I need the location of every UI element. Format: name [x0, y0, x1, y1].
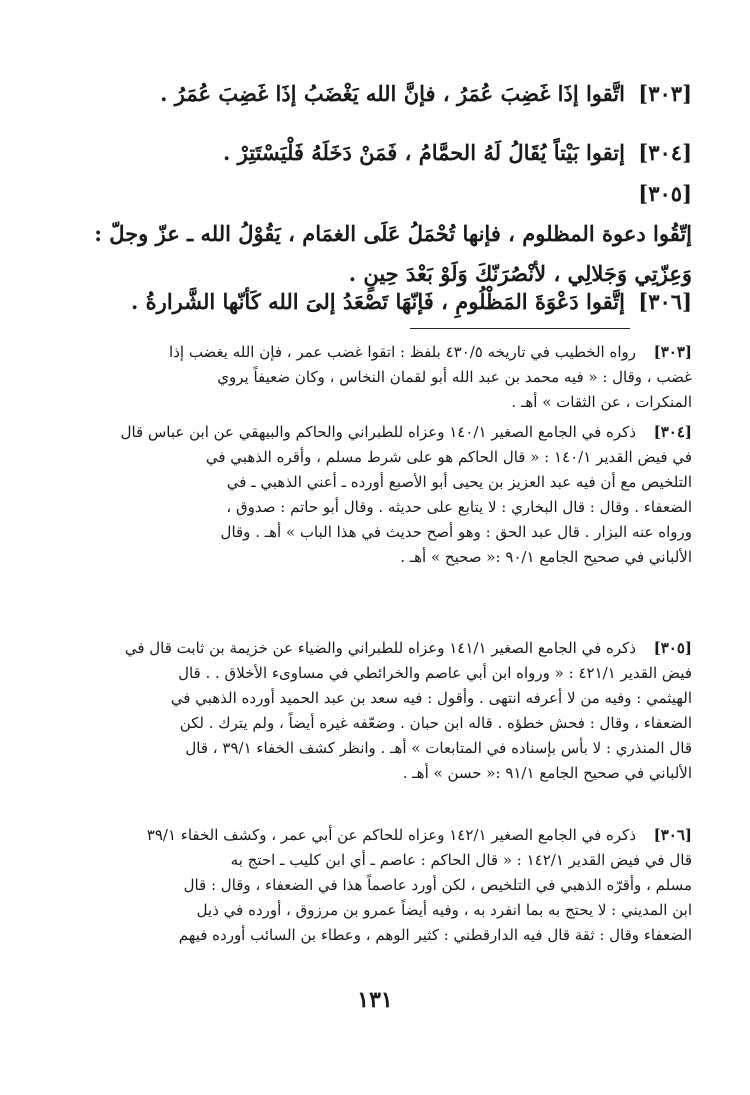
footnote-304: [52, 420, 692, 570]
footnote-line: المنكرات ، عن الثقات » أهـ .: [511, 393, 692, 411]
footnote-line: الألباني في صحيح الجامع ٩١/١ :« حسن » أهـ .: [402, 764, 692, 782]
footnote-separator: [410, 328, 630, 329]
hadith-text: إتَّقوا دَعْوَةَ المَظْلُومِ ، فَإنّهَا تَصْعَدُ إلىَ الله كَأنّها الشَّرارةُ .: [131, 289, 625, 314]
footnote-line: ذكره في الجامع الصغير ١٤٢/١ وعزاه للحاكم عن أبي عمر ، وكشف الخفاء ٣٩/١: [146, 826, 636, 844]
hadith-304: [223, 133, 692, 173]
footnote-number: [٣٠٦]: [653, 826, 692, 844]
hadith-number: [٣٠٣]: [638, 81, 692, 106]
hadith-text: وَعِزّتِي وَجَلالِي ، لأنْصُرَنّكَ وَلَوْ بَعْدَ حِينٍ .: [348, 261, 692, 286]
footnote-line: رواه الخطيب في تاريخه ٤٣٠/٥ بلفظ : اتقوا غضب عمر ، فإن الله يغضب إذا: [169, 343, 636, 361]
footnote-line: غضب ، وقال : « فيه محمد بن عبد الله أبو لقمان النخاس ، وكان ضعيفاً يروي: [217, 368, 692, 386]
hadith-306: [131, 282, 692, 322]
hadith-text: إتّقُوا دعوة المظلوم ، فإنها تُحْمَلُ عَلَى الغمَام ، يَقُوْلُ الله ـ عزّ وجلّ :: [94, 221, 692, 246]
footnote-line: ذكره في الجامع الصغير ١٤١/١ وعزاه للطبراني والضياء عن خزيمة بن ثابت قال في: [124, 639, 636, 657]
hadith-303: [160, 74, 692, 114]
footnote-305: [52, 636, 692, 786]
footnote-line: مسلم ، وأقرّه الذهبي في التلخيص ، لكن أورد عاصماً هذا في الضعفاء ، وقال : قال: [183, 876, 692, 894]
footnote-line: الهيثمي : وفيه من لا أعرفه انتهى . وأقول : فيه سعد بن عبد الحميد أورده الذهبي في: [170, 689, 692, 707]
footnote-line: ورواه عنه البزار . قال عبد الحق : وهو أصح حديث في هذا الباب » أهـ . وقال: [220, 523, 692, 541]
footnote-line: التلخيص مع أن فيه عبد العزيز بن يحيى أبو الأصبع أورده ـ أعني الذهبي ـ في: [226, 473, 692, 491]
footnote-line: الضعفاء وقال : ثقة قال فيه الدارقطني : كثير الوهم ، وعطاء بن السائب أورده فيهم: [178, 926, 692, 944]
hadith-text: اتَّقوا إذَا غَضِبَ عُمَرُ ، فإنَّ الله يَغْضَبُ إذَا غَضِبَ عُمَرُ .: [160, 81, 625, 106]
footnote-line: ابن المديني : لا يحتج به بما انفرد به ، وفيه أيضاً عمرو بن مرزوق ، أورده في ذيل: [196, 901, 692, 919]
hadith-number: [٣٠٦]: [638, 289, 692, 314]
footnote-line: الضعفاء . وقال : قال البخاري : لا يتابع على حديثه . وقال أبو حاتم : صدوق ،: [226, 498, 692, 516]
footnote-number: [٣٠٤]: [653, 423, 692, 441]
footnote-line: في فيض القدير ١٤٠/١ : « قال الحاكم هو على شرط مسلم ، وأقره الذهبي في: [205, 448, 692, 466]
footnote-303: [52, 340, 692, 415]
hadith-number: [٣٠٥]: [638, 181, 692, 206]
footnote-line: فيض القدير ٤٢١/١ : « ورواه ابن أبي عاصم والخرائطي في مساوىء الأخلاق . . قال: [178, 664, 692, 682]
footnote-line: قال في فيض القدير ١٤٢/١ : « قال الحاكم : عاصم ـ أي ابن كليب ـ احتج به: [230, 851, 692, 869]
hadith-305: [32, 174, 692, 294]
footnote-306: [52, 823, 692, 948]
footnote-number: [٣٠٥]: [653, 639, 692, 657]
hadith-text: إتقوا بَيْتاً يُقَالُ لَهُ الحمَّامُ ، فَمَنْ دَخَلَهُ فَلْيَسْتَتِرْ .: [223, 140, 625, 165]
footnote-line: الألباني في صحيح الجامع ٩٠/١ :« صحيح » أهـ .: [400, 548, 692, 566]
page-number: ١٣١: [357, 987, 393, 1013]
hadith-number: [٣٠٤]: [638, 140, 692, 165]
footnote-line: ذكره في الجامع الصغير ١٤٠/١ وعزاه للطبراني والحاكم والبيهقي عن ابن عباس قال: [120, 423, 636, 441]
footnote-line: قال المنذري : لا بأس بإسناده في المتابعات » أهـ . وانظر كشف الخفاء ٣٩/١ ، قال: [185, 739, 692, 757]
footnote-number: [٣٠٣]: [653, 343, 692, 361]
footnote-line: الضعفاء ، وقال : فحش خطؤه . قاله ابن حبان . وضعّفه غيره أيضاً ، ولم يترك . لكن: [179, 714, 692, 732]
